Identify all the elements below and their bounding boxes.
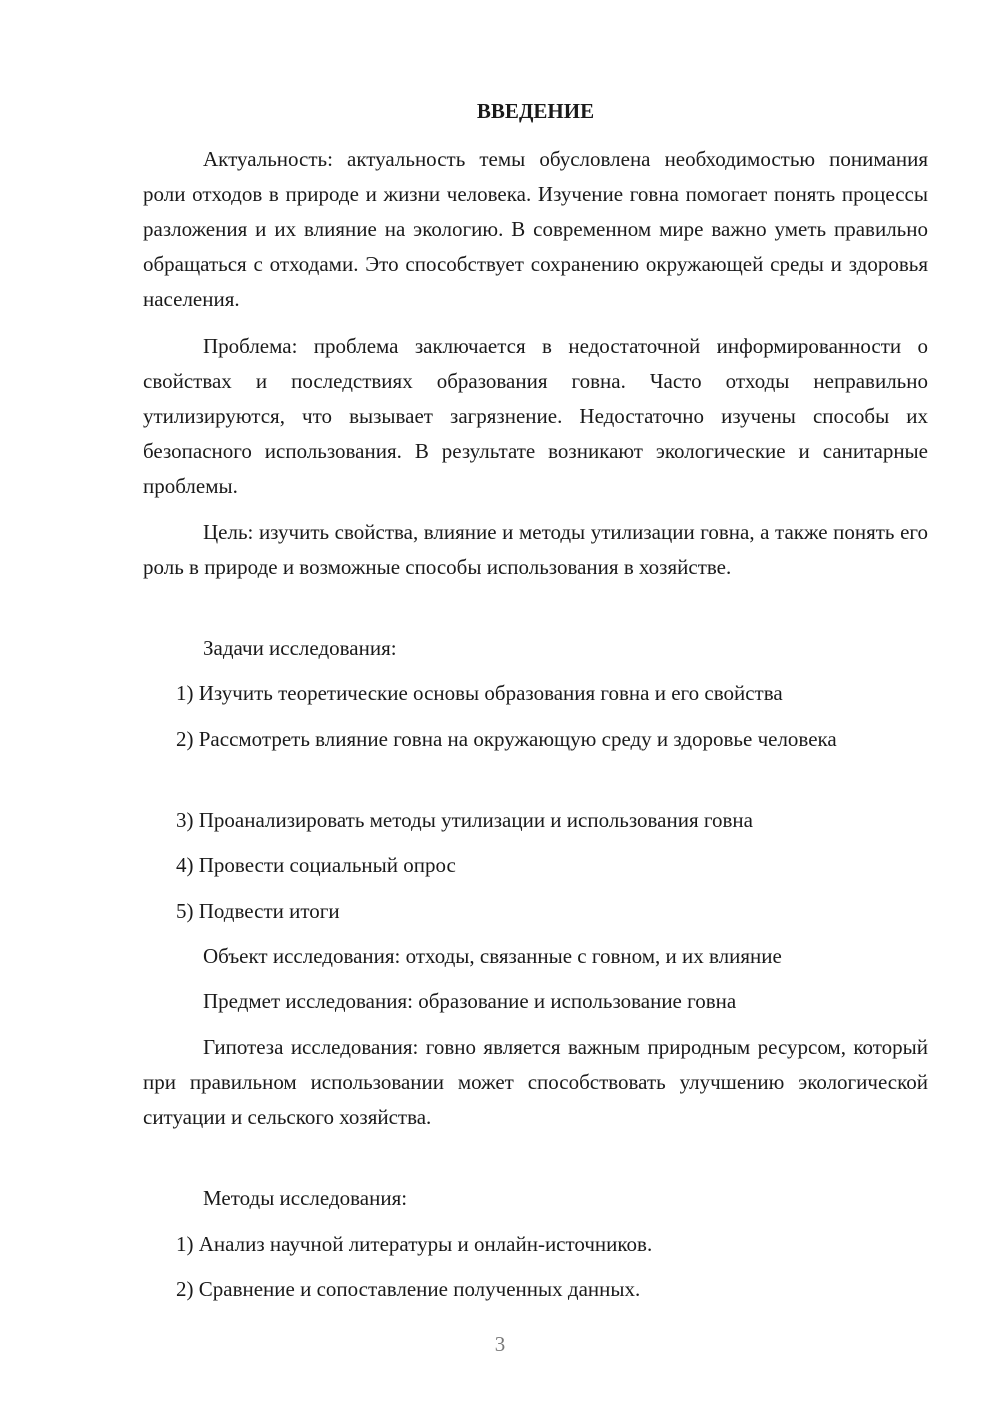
task-item-1: 1) Изучить теоретические основы образования говна и его свойства [176,681,783,705]
hypothesis-paragraph: Гипотеза исследования: говно является важным природным ресурсом, который при правильном использовании может способствовать улучшению экологической ситуации и сельского хозяйства. [143,1035,928,1129]
page-title: ВВЕДЕНИЕ [476,99,595,123]
page-number: 3 [494,1332,506,1356]
goal-paragraph: Цель: изучить свойства, влияние и методы утилизации говна, а также понять его роль в природе и возможные способы использования в хозяйстве. [143,520,928,579]
methods-heading: Методы исследования: [203,1186,408,1210]
method-item-2: 2) Сравнение и сопоставление полученных данных. [176,1277,641,1301]
task-item-2: 2) Рассмотреть влияние говна на окружающую среду и здоровье человека [176,727,837,751]
task-item-4: 4) Провести социальный опрос [176,853,456,877]
relevance-paragraph: Актуальность: актуальность темы обусловлена необходимостью понимания роли отходов в природе и жизни человека. Изучение говна помогает понять процессы разложения и их влияние на экологию. В современном мире важно уметь правильно обращаться с отходами. Это способствует сохранению окружающей среды и здоровья населения. [143,147,928,311]
task-item-3: 3) Проанализировать методы утилизации и использования говна [176,808,753,832]
problem-paragraph: Проблема: проблема заключается в недостаточной информированности о свойствах и последствиях образования говна. Часто отходы неправильно утилизируются, что вызывает загрязнение. Недостаточно изучены способы их безопасного использования. В результате возникают экологические и санитарные проблемы. [143,334,928,498]
method-item-1: 1) Анализ научной литературы и онлайн-источников. [176,1232,653,1256]
research-subject: Предмет исследования: образование и использование говна [203,989,737,1013]
research-object: Объект исследования: отходы, связанные с говном, и их влияние [203,944,782,968]
task-item-5: 5) Подвести итоги [176,899,340,923]
tasks-heading: Задачи исследования: [203,636,397,660]
